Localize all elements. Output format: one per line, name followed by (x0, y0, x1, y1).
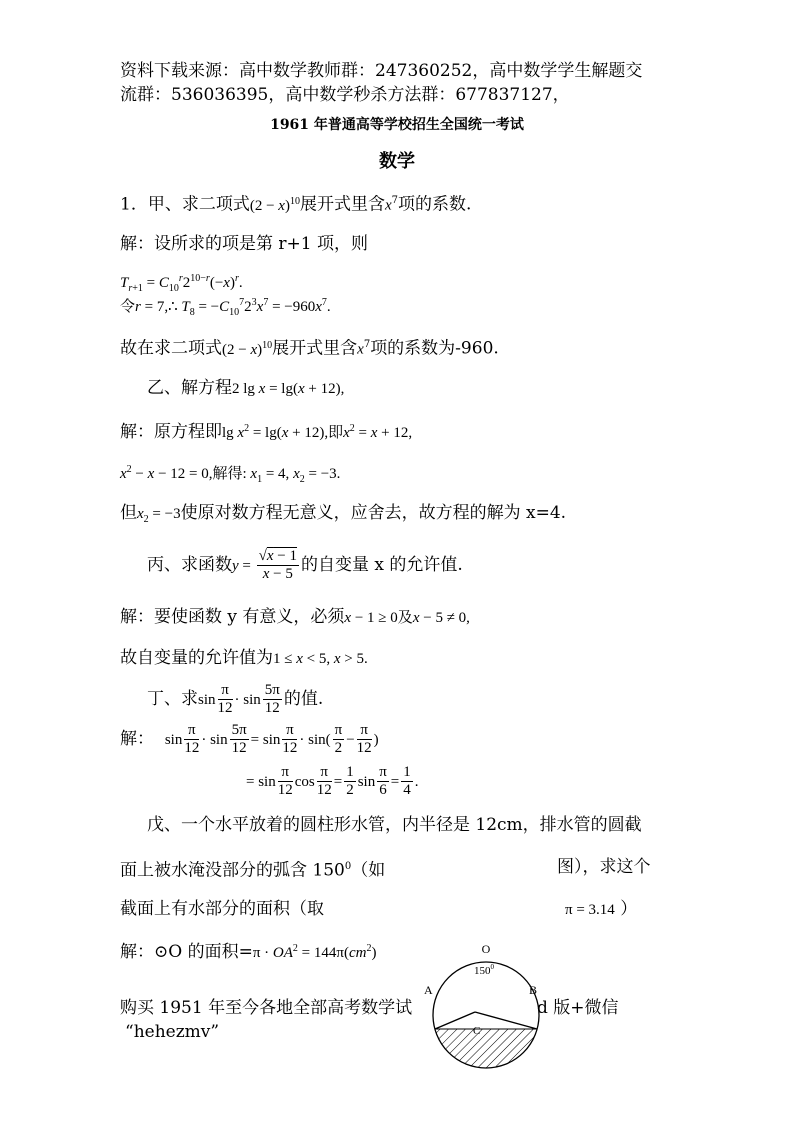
q3-conclusion: 故自变量的允许值为1 ≤ x < 5, x > 5. (120, 648, 368, 668)
radius-a (435, 1012, 475, 1029)
q2-question: 乙、解方程2 lg x = lg(x + 12), (147, 378, 345, 398)
subject-title: 数学 (379, 151, 415, 172)
q5-solution: 解：⊙O 的面积$=\pi \cdot OA^2 = 144\pi(cm^2)$ (120, 942, 377, 962)
q5-line-3: 截面上有水部分的面积（取 (120, 899, 324, 919)
label-o: O (481, 942, 491, 956)
footer-line-1a: 购买 1951 年至今各地全部高考数学试 (120, 998, 413, 1018)
q2-solution-1: 解：原方程即$\lg x^2 = \lg(x + 12)$,即$x^2 = x + 12$, (120, 422, 413, 442)
q2-solution-2: $x^2 - x - 12 = 0$,解得: $x_1 = 4$, $x_2 = -3$. (120, 464, 341, 485)
q5-pi-value: π = 3.14 ） (565, 899, 638, 919)
q5-line-1: 戊、一个水平放着的圆柱形水管，内半径是 12cm，排水管的圆截 (147, 815, 642, 835)
label-a: A (424, 983, 433, 997)
q1-question: 1．甲、求二项式$(2 - x)^{10}$展开式里含$x^7$项的系数. (120, 194, 472, 215)
q3-question: 丙、求函数y = $\frac{√x - 1}{x - 5}$ 的自变量 x 的允许值. (147, 548, 463, 582)
label-angle: $150^0$ (474, 963, 494, 977)
radius-b (475, 1012, 537, 1029)
q5-line-2: 面上被水淹没部分的弧含 $150^0$（如 (120, 860, 386, 881)
label-c: C (473, 1025, 481, 1037)
q1-formula-2: 令r = 7,∴ $T_8 = -C_{10}^72^3x^7 = -960x^7$. (120, 297, 331, 318)
q3-solution: 解：要使函数 y 有意义，必须x − 1 ≥ 0及x − 5 ≠ 0, (120, 607, 470, 627)
footer-line-2: “hehezmv” (125, 1022, 220, 1042)
label-b: B (529, 983, 538, 997)
q5-line-2-end: 图），求这个 (557, 857, 651, 877)
header-line-1: 资料下载来源：高中数学教师群：247360252，高中数学学生解题交 (120, 61, 643, 81)
q2-conclusion: 但$x_2 = -3$使原对数方程无意义，应舍去，故方程的解为 x=4. (120, 503, 567, 525)
exam-title: 1961 年普通高等学校招生全国统一考试 (270, 117, 524, 133)
footer-line-1b: d 版+微信 (537, 998, 619, 1018)
q4-solution-1: 解： sin $\frac{\pi}{12}$ · sin $\frac{5\pi}{12}$ = sin $\frac{\pi}{12}$ · sin( $\frac{\pi}{2}$ − $\frac{\pi}{12}$ ) (120, 722, 379, 756)
header-line-2: 流群：536036395，高中数学秒杀方法群：677837127， (120, 85, 570, 105)
q1-conclusion: 故在求二项式$(2 - x)^{10}$展开式里含$x^7$项的系数为-960. (120, 338, 499, 359)
q1-formula-1: $T_{r+1} = C_{10}^r2^{10-r}(-x)^r$. (120, 273, 243, 294)
pipe-cross-section-figure (414, 936, 554, 1076)
q1-solution-intro: 解：设所求的项是第 r+1 项，则 (120, 234, 368, 254)
q4-solution-2: = sin $\frac{\pi}{12}$ cos $\frac{\pi}{12}$ = $\frac{1}{2}$ sin $\frac{\pi}{6}$ = $\frac{1}{4}$ . (246, 764, 419, 798)
water-segment (435, 1029, 537, 1068)
q4-question: 丁、求sin $\frac{\pi}{12}$ · sin $\frac{5\pi}{12}$ 的值. (147, 682, 324, 716)
